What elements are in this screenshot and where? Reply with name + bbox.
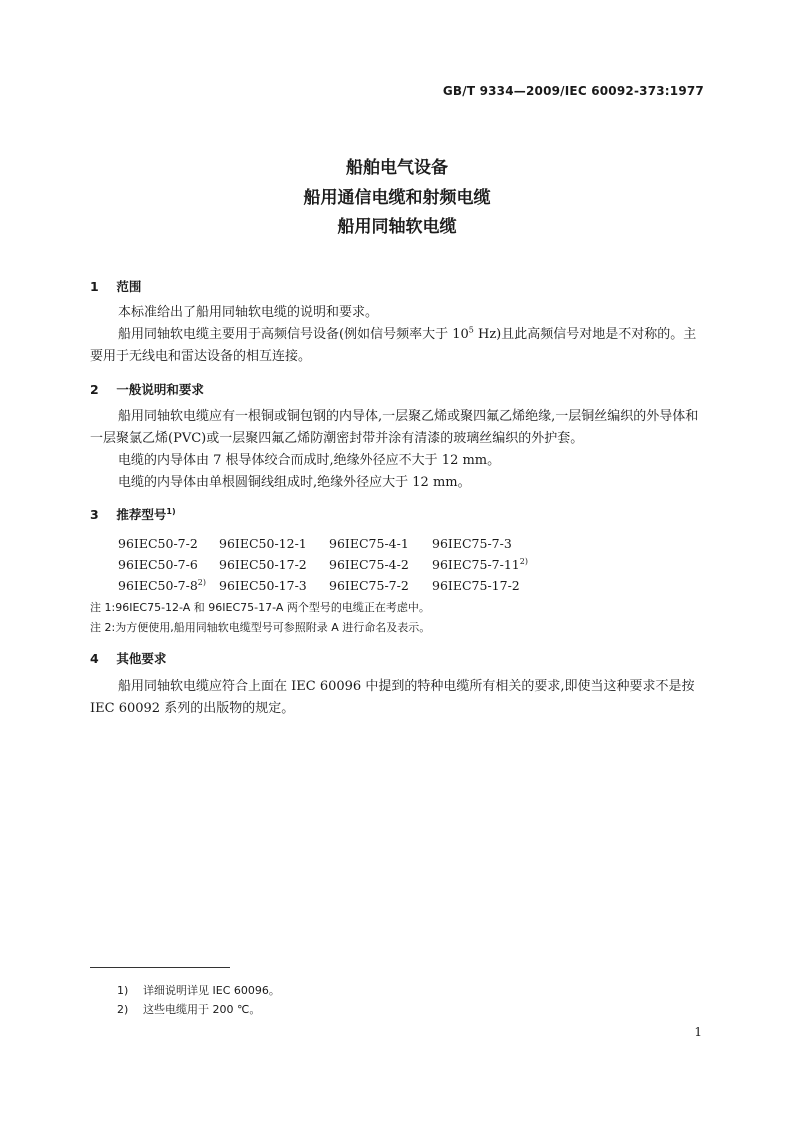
model-code: 96IEC75-7-11$^{2)}$ <box>432 556 528 572</box>
paragraph: 电缆的内导体由 7 根导体绞合而成时,绝缘外径应不大于 12 mm。 <box>118 453 501 468</box>
footnote <box>117 1001 260 1017</box>
footnote-text: 这些电缆用于 200 ℃。 <box>143 1003 261 1016</box>
note-2: 注 2:为方便使用,船用同轴软电缆型号可参照附录 A 进行命名及表示。 <box>90 621 431 634</box>
model-code: 96IEC50-7-8$^{2)}$ <box>118 577 207 593</box>
paragraph-text: 船用同轴软电缆主要用于高频信号设备(例如信号频率大于 10 <box>118 327 469 342</box>
section-number: 1 <box>90 279 99 294</box>
standard-code: GB/T 9334—2009/IEC 60092-373:1977 <box>442 84 704 98</box>
section-4-heading <box>90 649 166 667</box>
model-code: 96IEC75-4-1 <box>329 536 409 551</box>
paragraph <box>90 324 706 368</box>
model-code: 96IEC75-7-2 <box>329 578 409 593</box>
section-1-heading <box>90 277 141 295</box>
paragraph-text: Hz)且此高频信号对地是不对称的。主要用于无线电和雷达设备的相互连接。 <box>90 327 697 364</box>
section-2-heading <box>90 380 204 398</box>
section-number: 4 <box>90 651 99 666</box>
model-code: 96IEC50-7-2 <box>118 536 198 551</box>
footnote-ref: 1) <box>166 506 176 516</box>
model-code: 96IEC75-7-3 <box>432 536 512 551</box>
section-title: 一般说明和要求 <box>116 382 204 397</box>
model-code: 96IEC50-17-2 <box>219 557 307 572</box>
paragraph: 船用同轴软电缆应符合上面在 IEC 60096 中提到的特种电缆所有相关的要求,即使当这种要求不是按 IEC 60092 系列的出版物的规定。 <box>90 679 695 716</box>
page-number: 1 <box>694 1025 702 1039</box>
footnote-text: 详细说明详见 IEC 60096。 <box>143 984 280 997</box>
title-line-1: 船舶电气设备 <box>346 158 448 178</box>
footnote-divider <box>90 967 230 968</box>
note-1: 注 1:96IEC75-12-A 和 96IEC75-17-A 两个型号的电缆正在考虑中。 <box>90 601 430 614</box>
model-code: 96IEC75-17-2 <box>432 578 520 593</box>
model-code: 96IEC50-12-1 <box>219 536 307 551</box>
footnote-number: 2) <box>117 1003 129 1016</box>
section-title: 范围 <box>116 279 142 294</box>
paragraph: 电缆的内导体由单根圆铜线组成时,绝缘外径应大于 12 mm。 <box>118 475 471 490</box>
superscript: 5 <box>468 325 474 335</box>
model-code: 96IEC50-7-6 <box>118 557 198 572</box>
section-title: 其他要求 <box>116 651 167 666</box>
section-3-heading <box>90 505 176 523</box>
paragraph: 本标准给出了船用同轴软电缆的说明和要求。 <box>118 305 379 320</box>
title-line-2: 船用通信电缆和射频电缆 <box>303 188 491 208</box>
section-title: 推荐型号 <box>116 507 167 522</box>
footnote-number: 1) <box>117 984 129 997</box>
model-code: 96IEC50-17-3 <box>219 578 307 593</box>
title-line-3: 船用同轴软电缆 <box>337 217 457 237</box>
footnote <box>117 982 280 998</box>
paragraph: 船用同轴软电缆应有一根铜或铜包钢的内导体,一层聚乙烯或聚四氟乙烯绝缘,一层铜丝编织的外导体和一层聚氯乙烯(PVC)或一层聚四氟乙烯防潮密封带并涂有清漆的玻璃丝编织的外护套。 <box>90 409 699 446</box>
section-number: 3 <box>90 507 99 522</box>
section-number: 2 <box>90 382 99 397</box>
model-code: 96IEC75-4-2 <box>329 557 409 572</box>
